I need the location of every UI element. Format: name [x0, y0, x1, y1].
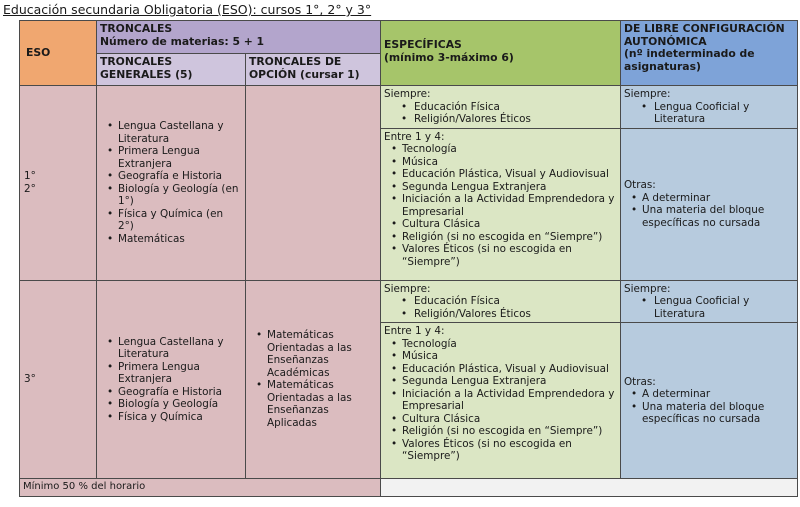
troncales-generales-3	[97, 280, 246, 479]
list-item: • Música	[402, 350, 617, 363]
otras-label: Otras:	[624, 179, 656, 191]
siempre-label: Siempre:	[624, 88, 671, 100]
page-title: Educación secundaria Obligatoria (ESO): cursos 1°, 2° y 3°	[3, 2, 372, 17]
list-item: • Educación Física	[414, 101, 617, 114]
list-item: • Tecnología	[402, 143, 617, 156]
list-item: • Iniciación a la Actividad Emprendedora y Empresarial	[402, 193, 617, 218]
entre-label: Entre 1 y 4:	[384, 130, 445, 143]
list-item: • Valores Éticos (si no escogida en “Siempre”)	[402, 438, 617, 463]
list-item: • Tecnología	[402, 338, 617, 351]
list-item: • Primera Lengua Extranjera	[118, 361, 242, 386]
libre-siempre-1-2	[621, 86, 798, 129]
siempre-label: Siempre:	[624, 282, 671, 295]
list-item: • Religión (si no escogida en “Siempre”)	[402, 231, 617, 244]
siempre-label: Siempre:	[384, 88, 431, 100]
libre-siempre-3	[621, 280, 798, 323]
libre-otras-3	[621, 323, 798, 479]
course-1-2: 1° 2°	[20, 86, 97, 281]
footer-empty	[381, 479, 798, 497]
header-libre-configuracion: DE LIBRE CONFIGURACIÓN AUTONÓMICA (nº indeterminado de asignaturas)	[621, 21, 798, 86]
troncales-opcion-3	[246, 280, 381, 479]
list-item: • Cultura Clásica	[402, 218, 617, 231]
especificas-siempre-1-2	[381, 86, 621, 129]
libre-otras-1-2	[621, 128, 798, 280]
course-3: 3°	[20, 280, 97, 479]
list-item: • Biología y Geología (en 1°)	[118, 183, 242, 208]
list-item: • Lengua Castellana y Literatura	[118, 120, 242, 145]
especificas-entre-3	[381, 323, 621, 479]
header-troncales-opcion: TRONCALES DE OPCIÓN (cursar 1)	[246, 54, 381, 86]
list-item: • Matemáticas	[118, 233, 242, 246]
entre-label: Entre 1 y 4:	[384, 325, 445, 337]
list-item: • Una materia del bloque específicas no cursada	[642, 401, 794, 426]
troncales-generales-1-2	[97, 86, 246, 281]
list-item: • Una materia del bloque específicas no cursada	[642, 204, 794, 229]
list-item: • Geografía e Historia	[118, 170, 242, 183]
list-item: • A determinar	[642, 388, 794, 401]
list-item: • Segunda Lengua Extranjera	[402, 375, 617, 388]
list-item: • Religión (si no escogida en “Siempre”)	[402, 425, 617, 438]
list-item: • Música	[402, 156, 617, 169]
header-especificas: ESPECÍFICAS (mínimo 3-máximo 6)	[381, 21, 621, 86]
list-item: • Cultura Clásica	[402, 413, 617, 426]
list-item: • Física y Química (en 2°)	[118, 208, 242, 233]
list-item: • Matemáticas Orientadas a las Enseñanzas Aplicadas	[267, 379, 377, 429]
list-item: • A determinar	[642, 192, 794, 205]
list-item: • Geografía e Historia	[118, 386, 242, 399]
header-troncales-generales: TRONCALES GENERALES (5)	[97, 54, 246, 86]
siempre-label: Siempre:	[384, 282, 431, 295]
header-eso: ESO	[20, 21, 97, 86]
troncales-opcion-1-2	[246, 86, 381, 281]
list-item: • Lengua Cooficial y Literatura	[654, 295, 794, 320]
eso-subjects-table	[19, 20, 798, 497]
list-item: • Segunda Lengua Extranjera	[402, 181, 617, 194]
header-troncales: TRONCALES Número de materias: 5 + 1	[97, 21, 381, 54]
list-item: • Educación Física	[414, 295, 617, 308]
list-item: • Educación Plástica, Visual y Audiovisual	[402, 363, 617, 376]
list-item: • Lengua Cooficial y Literatura	[654, 101, 794, 126]
list-item: • Educación Plástica, Visual y Audiovisual	[402, 168, 617, 181]
list-item: • Valores Éticos (si no escogida en “Siempre”)	[402, 243, 617, 268]
list-item: • Primera Lengua Extranjera	[118, 145, 242, 170]
list-item: • Física y Química	[118, 411, 242, 424]
footer-note: Mínimo 50 % del horario	[20, 479, 381, 497]
especificas-siempre-3	[381, 280, 621, 323]
otras-label: Otras:	[624, 375, 656, 388]
list-item: • Iniciación a la Actividad Emprendedora y Empresarial	[402, 388, 617, 413]
list-item: • Religión/Valores Éticos	[414, 113, 617, 126]
list-item: • Lengua Castellana y Literatura	[118, 336, 242, 361]
especificas-entre-1-2	[381, 128, 621, 280]
list-item: • Matemáticas Orientadas a las Enseñanzas Académicas	[267, 329, 377, 379]
list-item: • Biología y Geología	[118, 398, 242, 411]
list-item: • Religión/Valores Éticos	[414, 308, 617, 321]
